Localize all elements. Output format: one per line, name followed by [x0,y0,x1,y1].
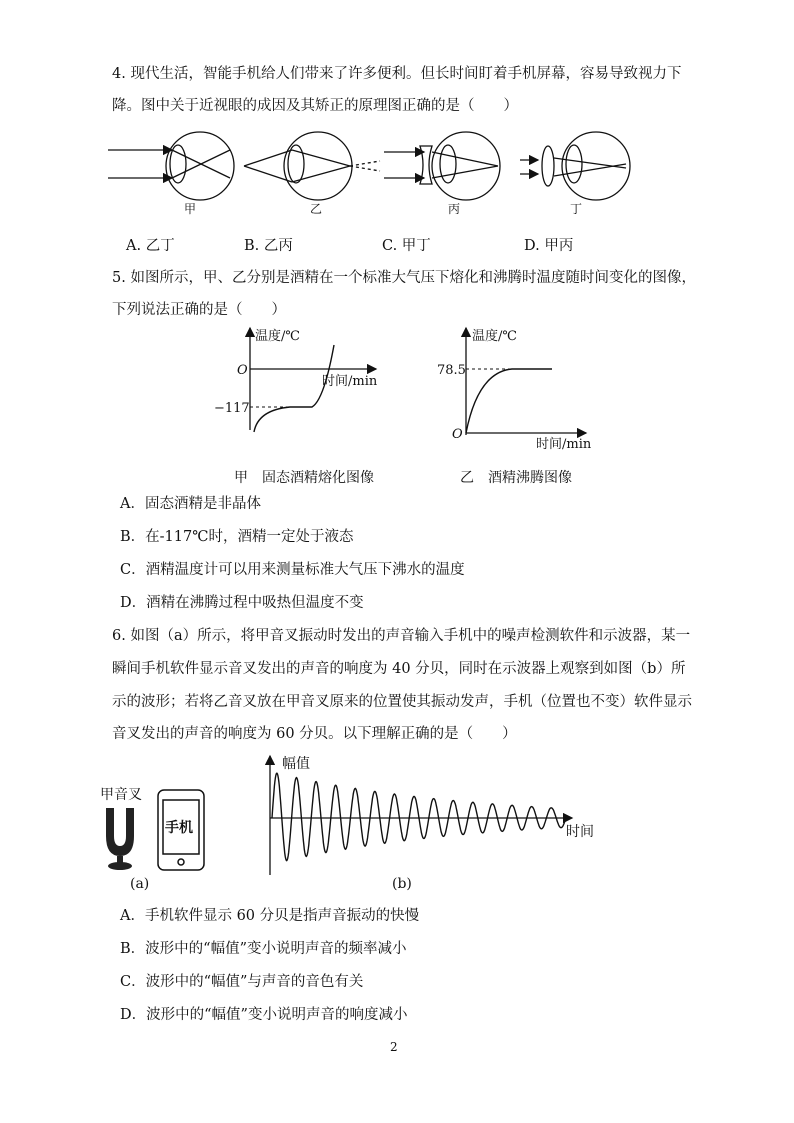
q4-option-a[interactable]: A. 乙丁 [126,238,175,254]
q6-option-c[interactable]: C．波形中的“幅值”与声音的音色有关 [120,974,364,990]
boiling-tick: 78.5 [437,363,466,378]
q5-stem-line1: 5. 如图所示，甲、乙分别是酒精在一个标准大气压下熔化和沸腾时温度随时间变化的图像， [112,270,696,286]
boiling-origin: O [452,427,463,442]
boiling-caption: 乙 酒精沸腾图像 [460,470,572,486]
eye-diagram-jia [108,132,234,200]
q5-option-a[interactable]: A．固态酒精是非晶体 [120,496,261,512]
q5-stem-line2: 下列说法正确的是（ ） [112,302,286,318]
boiling-xlabel: 时间/min [536,437,592,452]
q6-stem-line4: 音叉发出的声音的响度为 60 分贝。以下理解正确的是（ ） [112,726,517,742]
melting-origin: O [237,363,248,378]
q5-option-b[interactable]: B．在-117℃时，酒精一定处于液态 [120,529,354,545]
q4-options [126,234,706,254]
q4-stem-line1: 4. 现代生活，智能手机给人们带来了许多便利。但长时间盯着手机屏幕，容易导致视力下 [112,66,682,82]
waveform-line [272,773,566,860]
q4-label-bing: 丙 [448,202,461,216]
wave-xlabel: 时间 [566,824,594,840]
waveform-chart [270,755,594,875]
fork-label: 甲音叉 [100,787,142,803]
q6-option-b[interactable]: B．波形中的“幅值”变小说明声音的频率减小 [120,941,407,957]
melting-tick: −117 [214,401,250,416]
q6-stem-line3: 示的波形；若将乙音叉放在甲音叉原来的位置使其振动发声，手机（位置也不变）软件显示 [112,694,692,710]
q4-stem-line2: 降。图中关于近视眼的成因及其矫正的原理图正确的是（ ） [112,98,518,114]
q4-label-ding: 丁 [570,202,583,216]
melting-caption: 甲 固态酒精熔化图像 [234,470,374,486]
tuning-fork [106,808,134,870]
boiling-ylabel: 温度/℃ [472,329,517,344]
figure-b-label: (b) [392,876,412,892]
q5-option-d[interactable]: D．酒精在沸腾过程中吸热但温度不变 [120,595,364,611]
eye-diagram-ding [520,132,630,200]
figure-a-label: (a) [130,876,150,892]
page-number: 2 [390,1040,398,1054]
q4-option-b[interactable]: B. 乙丙 [244,238,293,254]
melting-xlabel: 时间/min [322,374,378,389]
q5-option-c[interactable]: C．酒精温度计可以用来测量标准大气压下沸水的温度 [120,562,465,578]
eye-diagram-bing [384,132,500,200]
q6-stem-line2: 瞬间手机软件显示音叉发出的声音的响度为 40 分贝，同时在示波器上观察到如图（b）所 [112,661,686,677]
q4-label-yi: 乙 [310,202,323,216]
melting-ylabel: 温度/℃ [255,329,300,344]
q4-option-d[interactable]: D. 甲丙 [524,238,574,254]
q6-option-a[interactable]: A．手机软件显示 60 分贝是指声音振动的快慢 [120,908,420,924]
eye-diagram-yi [244,132,380,200]
q4-option-c[interactable]: C. 甲丁 [382,238,431,254]
q6-option-d[interactable]: D．波形中的“幅值”变小说明声音的响度减小 [120,1007,408,1023]
q4-label-jia: 甲 [184,202,197,216]
phone-label: 手机 [165,820,193,836]
melting-graph [214,328,378,486]
boiling-graph [437,328,592,486]
q6-stem-line1: 6. 如图（a）所示，将甲音叉振动时发出的声音输入手机中的噪声检测软件和示波器，某一 [112,628,691,644]
wave-ylabel: 幅值 [282,756,310,772]
